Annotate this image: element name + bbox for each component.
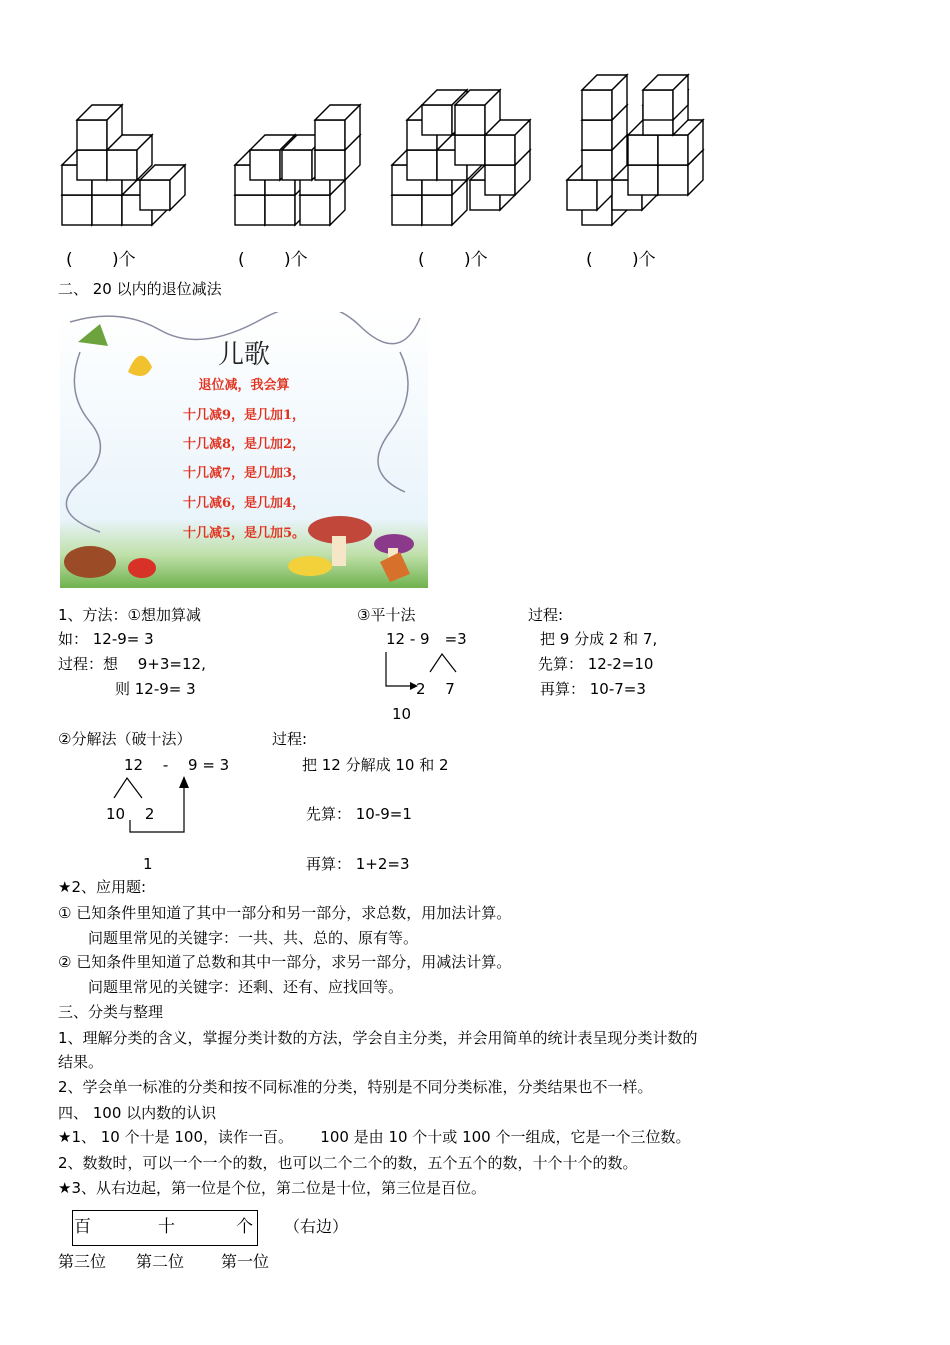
section-4-point-2: 2、数数时，可以一个一个的数，也可以二个二个的数，五个五个的数，十个十个的数。: [58, 1154, 638, 1172]
method-2-step-1: 把 12 分解成 10 和 2: [302, 756, 449, 774]
method-3-process-title: 过程:: [528, 606, 564, 624]
method-1-then: 则 12-9= 3: [115, 680, 196, 698]
method-3-split: 2 7: [416, 680, 455, 698]
cube-figure-2: [235, 105, 360, 225]
cube-figure-3: [392, 90, 530, 225]
method-2-one: 1: [143, 855, 153, 873]
application-item-2: ② 已知条件里知道了总数和其中一部分，求另一部分，用减法计算。: [58, 953, 512, 971]
poem-title: 儿歌: [217, 340, 270, 370]
place-hundreds: 百: [74, 1217, 91, 1237]
second-position-label: 第二位: [136, 1252, 185, 1271]
method-1-example: 如： 12-9= 3: [58, 630, 154, 648]
right-side-note: （右边）: [284, 1217, 349, 1236]
section-3-paragraph-1-end: 结果。: [58, 1053, 104, 1071]
method-2-step-3: 再算： 1+2=3: [306, 855, 410, 873]
poem-line: 退位减，我会算: [198, 378, 290, 393]
applications-title: ★2、应用题:: [58, 878, 147, 896]
method-2-step-2: 先算： 10-9=1: [306, 805, 412, 823]
application-item-2-keywords: 问题里常见的关键字：还剩、还有、应找回等。: [88, 978, 404, 996]
snail-icon: [128, 558, 156, 578]
method-2-expression: 12 - 9 = 3: [124, 756, 230, 774]
application-item-1-keywords: 问题里常见的关键字：一共、共、总的、原有等。: [88, 929, 419, 947]
cube-count-1: ( )个: [66, 250, 136, 270]
poem-illustration: [60, 312, 428, 588]
place-tens: 十: [158, 1217, 175, 1237]
cube-figure-1: [62, 105, 185, 225]
cube-figures: [0, 0, 950, 240]
section-4-title: 四、 100 以内数的认识: [58, 1104, 217, 1122]
place-ones: 个: [236, 1217, 253, 1237]
poem-line: 十几减8，是几加2，: [182, 437, 306, 452]
method-2-split: 10 2: [106, 805, 155, 823]
cube-count-3: ( )个: [418, 250, 488, 270]
third-position-label: 第三位: [58, 1252, 107, 1271]
cube-count-2: ( )个: [238, 250, 308, 270]
method-3-step-3: 再算： 10-7=3: [540, 680, 646, 698]
method-1-title: 1、方法：①想加算减: [58, 606, 201, 624]
method-2-process-title: 过程:: [272, 730, 308, 748]
cube-figure-4: [567, 75, 703, 225]
poem-line: 十几减9，是几加1，: [182, 408, 306, 423]
poem-line: 十几减6，是几加4，: [182, 496, 306, 511]
method-2-title: ②分解法（破十法）: [58, 730, 192, 748]
poem-line: 十几减5，是几加5。: [182, 526, 306, 541]
method-3-step-2: 先算： 12-2=10: [538, 655, 654, 673]
cube-count-4: ( )个: [586, 250, 656, 270]
section-4-point-1: ★1、 10 个十是 100，读作一百。 100 是由 10 个十或 100 个一组成，它是一个三位数。: [58, 1128, 691, 1146]
section-4-point-3: ★3、从右边起，第一位是个位，第二位是十位，第三位是百位。: [58, 1179, 486, 1197]
section-2-title: 二、 20 以内的退位减法: [58, 280, 222, 298]
application-item-1: ① 已知条件里知道了其中一部分和另一部分，求总数，用加法计算。: [58, 904, 512, 922]
poem-line: 十几减7，是几加3，: [182, 466, 306, 481]
method-3-title: ③平十法: [357, 606, 416, 624]
method-3-step-1: 把 9 分成 2 和 7,: [540, 630, 658, 648]
leaf-brown-icon: [64, 546, 116, 578]
section-3-paragraph-1: 1、理解分类的含义，掌握分类计数的方法，学会自主分类，并会用简单的统计表呈现分类计数的: [58, 1029, 698, 1047]
method-3-expression: 12 - 9 =3: [386, 630, 467, 648]
first-position-label: 第一位: [221, 1252, 270, 1271]
method-3-ten: 10: [392, 705, 412, 723]
section-3-paragraph-2: 2、学会单一标准的分类和按不同标准的分类，特别是不同分类标准，分类结果也不一样。: [58, 1078, 653, 1096]
method-1-process: 过程：想 9+3=12,: [58, 655, 206, 673]
section-3-title: 三、分类与整理: [58, 1003, 164, 1021]
